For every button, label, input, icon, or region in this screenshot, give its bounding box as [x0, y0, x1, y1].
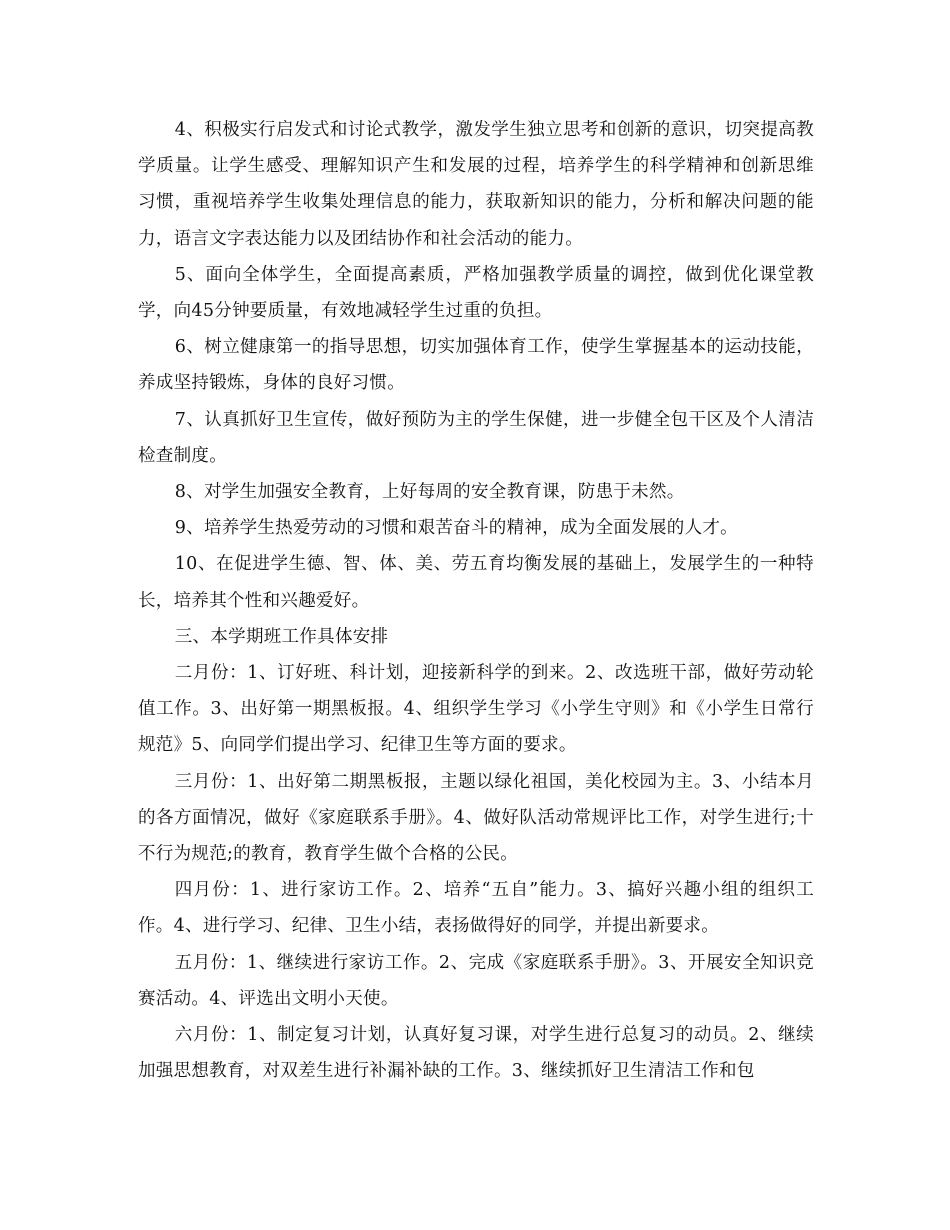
paragraph-item-5: 5、面向全体学生，全面提高素质，严格加强教学质量的调控，做到优化课堂教学，向45分钟要质量，有效地减轻学生过重的负担。: [138, 264, 814, 322]
paragraph-item-7: 7、认真抓好卫生宣传，做好预防为主的学生保健，进一步健全包干区及个人清洁检查制度。: [138, 409, 814, 466]
schedule-march: 三月份：1、出好第二期黑板报，主题以绿化祖国，美化校园为主。3、小结本月的各方面情况，做好《家庭联系手册》。4、做好队活动常规评比工作，对学生进行;十不行为规范;的教育，教育学生做个合格的公民。: [138, 771, 814, 865]
schedule-may: 五月份：1、继续进行家访工作。2、完成《家庭联系手册》。3、开展安全知识竞赛活动。4、评选出文明小天使。: [138, 952, 814, 1009]
paragraph-item-6: 6、树立健康第一的指导思想，切实加强体育工作，使学生掌握基本的运动技能，养成坚持锻炼，身体的良好习惯。: [138, 337, 814, 394]
paragraph-item-4: 4、积极实行启发式和讨论式教学，激发学生独立思考和创新的意识，切突提高教学质量。让学生感受、理解知识产生和发展的过程，培养学生的科学精神和创新思维习惯，重视培养学生收集处理信息的能力，获取新知识的能力，分析和解决问题的能力，语言文字表达能力以及团结协作和社会活动的能力。: [138, 120, 814, 249]
paragraph-item-10: 10、在促进学生德、智、体、美、劳五育均衡发展的基础上，发展学生的一种特长，培养其个性和兴趣爱好。: [138, 554, 814, 611]
document-body: [138, 112, 814, 1089]
paragraph-item-9: 9、培养学生热爱劳动的习惯和艰苦奋斗的精神，成为全面发展的人才。: [174, 518, 738, 539]
schedule-february: 二月份：1、订好班、科计划，迎接新科学的到来。2、改选班干部，做好劳动轮值工作。3、出好第一期黑板报。4、组织学生学习《小学生守则》和《小学生日常行规范》5、向同学们提出学习、纪律卫生等方面的要求。: [138, 663, 814, 756]
schedule-april: 四月份：1、进行家访工作。2、培养“五自”能力。3、搞好兴趣小组的组织工作。4、进行学习、纪律、卫生小结，表扬做得好的同学，并提出新要求。: [138, 880, 814, 937]
paragraph-item-8: 8、对学生加强安全教育，上好每周的安全教育课，防患于未然。: [174, 482, 685, 503]
schedule-june: 六月份：1、制定复习计划，认真好复习课，对学生进行总复习的动员。2、继续加强思想教育，对双差生进行补漏补缺的工作。3、继续抓好卫生清洁工作和包: [138, 1025, 814, 1082]
section-heading: 三、本学期班工作具体安排: [174, 626, 389, 647]
